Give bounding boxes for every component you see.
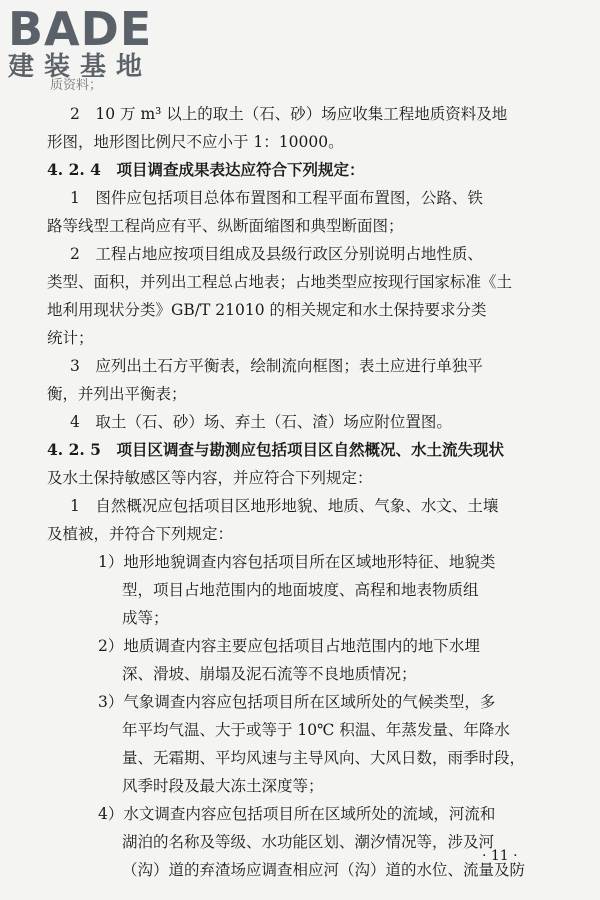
text-line: 4 取土（石、砂）场、弃土（石、渣）场应附位置图。 (70, 413, 452, 431)
list-item-line: 1）地形地貌调查内容包括项目所在区域地形特征、地貌类 (98, 553, 496, 571)
text-line: 地利用现状分类》GB/T 21010 的相关规定和水土保持要求分类 (47, 301, 487, 319)
list-item-line: 4）水文调查内容应包括项目所在区域所处的流域，河流和 (98, 805, 496, 823)
text-line: 及水土保持敏感区等内容，并应符合下列规定： (47, 469, 373, 487)
text-line: 深、滑坡、崩塌及泥石流等不良地质情况； (122, 665, 417, 683)
text-line: 及植被，并符合下列规定： (47, 525, 234, 543)
page-number: · 11 · (482, 848, 518, 864)
text-line: 路等线型工程尚应有平、纵断面缩图和典型断面图； (47, 217, 404, 235)
logo-wordmark: BADE (8, 2, 153, 56)
text-line: 2 10 万 m³ 以上的取土（石、砂）场应收集工程地质资料及地 (70, 105, 508, 123)
text-line: （沟）道的弃渣场应调查相应河（沟）道的水位、流量及防 (122, 861, 526, 879)
text-line: 风季时段及最大冻土深度等； (122, 777, 324, 795)
continued-fragment: 质资料； (50, 78, 103, 93)
text-line: 1 图件应包括项目总体布置图和工程平面布置图，公路、铁 (70, 189, 483, 207)
text-line: 2 工程占地应按项目组成及县级行政区分别说明占地性质、 (70, 245, 483, 263)
clause-heading: 4. 2. 5 项目区调查与勘测应包括项目区自然概况、水土流失现状 (47, 440, 504, 459)
text-line: 1 自然概况应包括项目区地形地貌、地质、气象、水文、土壤 (70, 497, 499, 515)
text-line: 统计； (47, 329, 94, 347)
text-line: 成等； (122, 609, 169, 627)
text-line: 3 应列出土石方平衡表，绘制流向框图；表土应进行单独平 (70, 357, 483, 375)
list-item-line: 3）气象调查内容应包括项目所在区域所处的气候类型，多 (98, 693, 496, 711)
logo-subtitle: 建装基地 (8, 52, 153, 82)
text-line: 湖泊的名称及等级、水功能区划、潮汐情况等，涉及河 (122, 833, 495, 851)
text-line: 形图，地形图比例尺不应小于 1：10000。 (47, 133, 344, 151)
text-line: 年平均气温、大于或等于 10℃ 积温、年蒸发量、年降水 (122, 721, 510, 739)
text-line: 量、无霜期、平均风速与主导风向、大风日数，雨季时段， (122, 749, 526, 767)
text-line: 衡，并列出平衡表； (47, 385, 187, 403)
text-line: 型，项目占地范围内的地面坡度、高程和地表物质组 (122, 581, 479, 599)
list-item-line: 2）地质调查内容主要应包括项目占地范围内的地下水埋 (98, 637, 480, 655)
bade-logo (8, 4, 152, 82)
text-line: 类型、面积，并列出工程总占地表；占地类型应按现行国家标准《土 (47, 273, 513, 291)
clause-heading: 4. 2. 4 项目调查成果表达应符合下列规定： (47, 160, 365, 179)
